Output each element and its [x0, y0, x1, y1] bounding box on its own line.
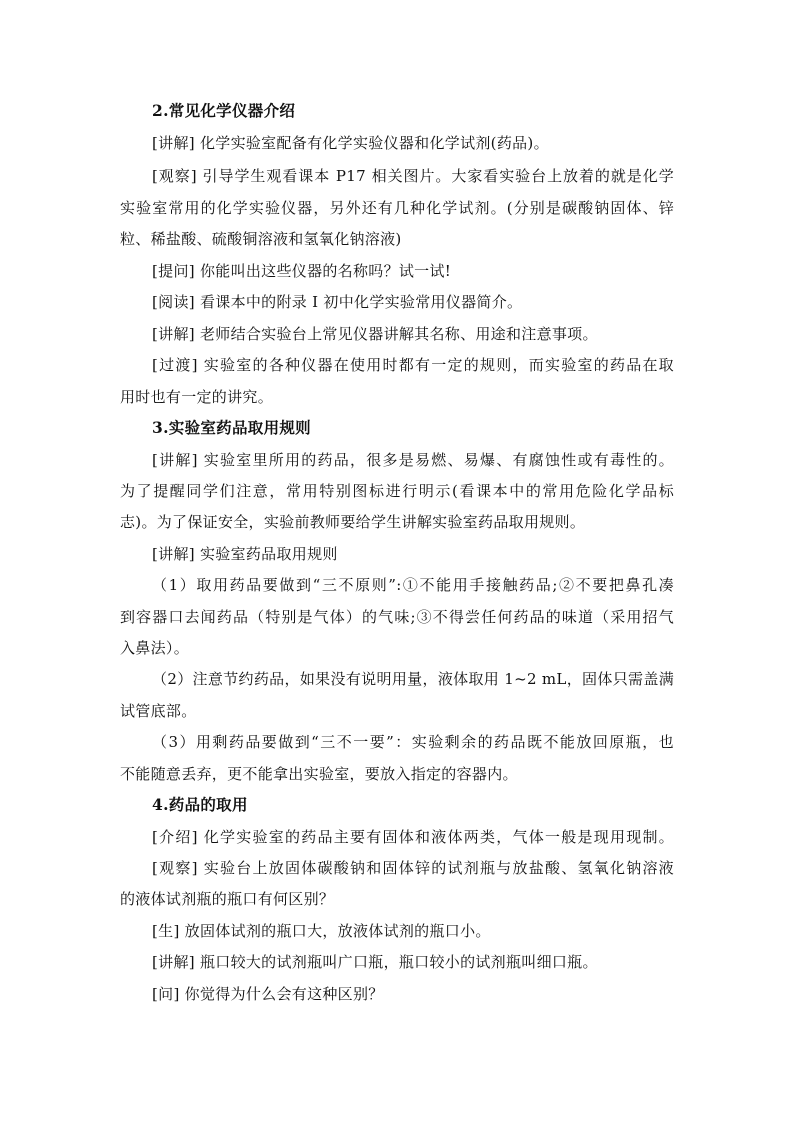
s3-line-5: （1）取用药品要做到“三不原则”:①不能用手接触药品;②不要把鼻孔凑: [152, 576, 674, 594]
section-2-heading: 2.常见化学仪器介绍: [152, 101, 296, 120]
s2-line-3: 实验室常用的化学实验仪器，另外还有几种化学试剂。(分别是碳酸钠固体、锌: [120, 199, 674, 217]
s2-line-9: 用时也有一定的讲究。: [120, 388, 274, 406]
s4-line-3: 的液体试剂瓶的瓶口有何区别？: [120, 890, 335, 908]
section-3-heading: 3.实验室药品取用规则: [152, 418, 311, 437]
section-4-heading: 4.药品的取用: [152, 795, 248, 814]
s4-line-2: [观察] 实验台上放固体碳酸钠和固体锌的试剂瓶与放盐酸、氢氧化钠溶液: [152, 859, 674, 877]
s2-line-7: [讲解] 老师结合实验台上常见仪器讲解其名称、用途和注意事项。: [152, 325, 598, 343]
s3-line-2: 为了提醒同学们注意，常用特别图标进行明示(看课本中的常用危险化学品标: [120, 482, 674, 500]
s3-line-9: 试管底部。: [120, 702, 197, 720]
s2-line-4: 粒、稀盐酸、硫酸铜溶液和氢氧化钠溶液): [120, 230, 402, 248]
s3-line-1: [讲解] 实验室里所用的药品，很多是易燃、易爆、有腐蚀性或有毒性的。: [152, 451, 674, 469]
s3-line-7: 入鼻法）。: [120, 639, 190, 657]
s4-line-6: [问] 你觉得为什么会有这种区别？: [152, 985, 384, 1003]
s3-line-11: 不能随意丢弃，更不能拿出实验室，要放入指定的容器内。: [120, 765, 518, 783]
s3-line-10: （3）用剩药品要做到“三不一要”：实验剩余的药品既不能放回原瓶，也: [152, 733, 674, 751]
s4-line-4: [生] 放固体试剂的瓶口大，放液体试剂的瓶口小。: [152, 922, 491, 940]
s2-line-1: [讲解] 化学实验室配备有化学实验仪器和化学试剂(药品)。: [152, 134, 549, 152]
s2-line-8: [过渡] 实验室的各种仪器在使用时都有一定的规则，而实验室的药品在取: [152, 356, 674, 374]
s3-line-6: 到容器口去闻药品（特别是气体）的气味;③不得尝任何药品的味道（采用招气: [120, 608, 674, 626]
s3-line-4: [讲解] 实验室药品取用规则: [152, 545, 338, 563]
s2-line-2: [观察] 引导学生观看课本 P17 相关图片。大家看实验台上放着的就是化学: [152, 167, 674, 185]
s2-line-6: [阅读] 看课本中的附录 I 初中化学实验常用仪器简介。: [152, 293, 523, 311]
s2-line-5: [提问] 你能叫出这些仪器的名称吗？试一试!: [152, 262, 452, 280]
s4-line-5: [讲解] 瓶口较大的试剂瓶叫广口瓶，瓶口较小的试剂瓶叫细口瓶。: [152, 953, 598, 971]
s3-line-3: 志)。为了保证安全，实验前教师要给学生讲解实验室药品取用规则。: [120, 513, 586, 531]
s3-line-8: （2）注意节约药品，如果没有说明用量，液体取用 1~2 mL，固体只需盖满: [152, 670, 674, 688]
s4-line-1: [介绍] 化学实验室的药品主要有固体和液体两类，气体一般是现用现制。: [152, 828, 674, 846]
